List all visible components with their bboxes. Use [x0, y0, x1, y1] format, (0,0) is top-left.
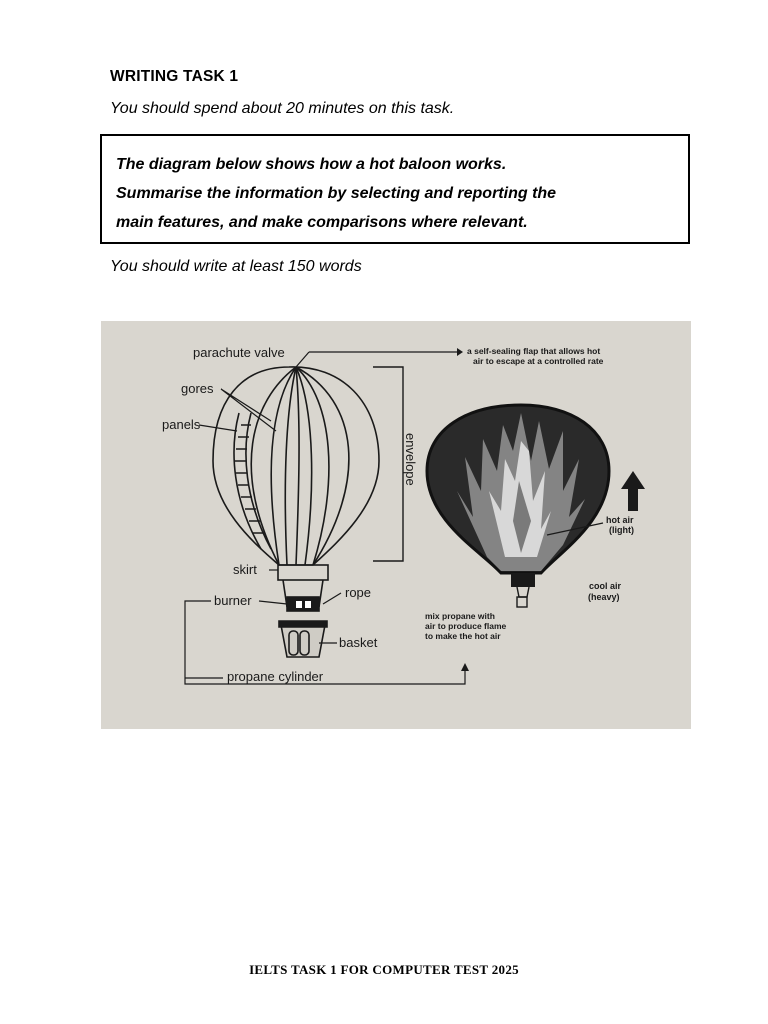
- cool-air-label: cool air: [589, 581, 622, 591]
- label-propane-cylinder: propane cylinder: [227, 669, 324, 684]
- envelope-bracket: [373, 367, 403, 561]
- balloon-envelope-left: [213, 367, 379, 657]
- time-instruction: You should spend about 20 minutes on this task.: [110, 100, 455, 117]
- propane-arrow: [461, 663, 469, 671]
- mix-note: air to produce flame: [425, 621, 507, 631]
- prompt-line: main features, and make comparisons where relevant.: [116, 214, 528, 231]
- page-footer: IELTS TASK 1 FOR COMPUTER TEST 2025: [249, 962, 519, 977]
- mix-note: mix propane with: [425, 611, 495, 621]
- label-parachute-valve: parachute valve: [193, 345, 285, 360]
- prompt-line: Summarise the information by selecting and reporting the: [116, 185, 557, 202]
- label-panels: panels: [162, 417, 201, 432]
- valve-note: a self-sealing flap that allows hot: [467, 346, 601, 356]
- word-count-instruction: You should write at least 150 words: [110, 258, 362, 275]
- hot-air-label: (light): [609, 525, 634, 535]
- rising-air-arrow: [621, 471, 645, 511]
- mix-note: to make the hot air: [425, 631, 501, 641]
- cool-air-label: (heavy): [588, 592, 620, 602]
- label-burner: burner: [214, 593, 252, 608]
- valve-note-arrow: [457, 348, 463, 356]
- prompt-box: [100, 134, 690, 244]
- label-rope: rope: [345, 585, 372, 600]
- prompt-line: The diagram below shows how a hot baloon works.: [116, 156, 507, 173]
- label-basket: basket: [339, 635, 378, 650]
- task-title: WRITING TASK 1: [110, 68, 239, 85]
- valve-note: air to escape at a controlled rate: [473, 356, 604, 366]
- hot-air-label: hot air: [606, 515, 634, 525]
- hot-air-balloon-diagram: [101, 321, 691, 729]
- label-gores: gores: [181, 381, 214, 396]
- label-envelope: envelope: [403, 433, 418, 486]
- balloon-envelope-right: [427, 405, 609, 607]
- label-skirt: skirt: [233, 562, 257, 577]
